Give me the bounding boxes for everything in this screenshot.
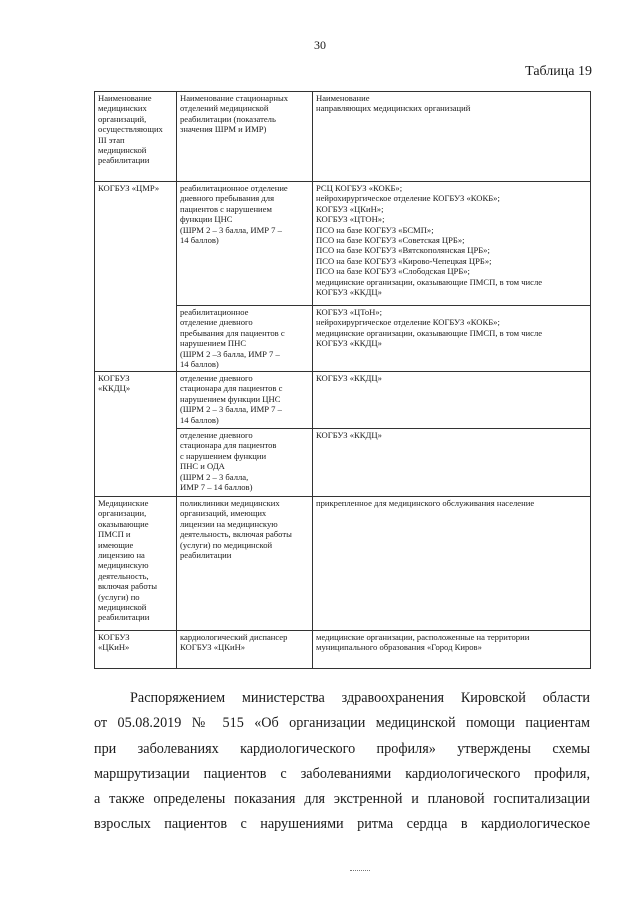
row-org-cell xyxy=(95,372,177,497)
cell-text-line: КОГБУЗ «ККДЦ» xyxy=(316,287,382,298)
cell-text-line: ПНС и ОДА xyxy=(180,461,225,472)
cell-text-line: КОГБУЗ «ЦМР» xyxy=(98,183,160,193)
paragraph-line: при заболеваниях кардиологического профиля» утверждены схемы xyxy=(94,740,590,757)
row-department-cell xyxy=(177,429,313,497)
cell-text-line: медицинскую xyxy=(98,560,149,571)
table-caption: Таблица 19 xyxy=(525,64,592,79)
cell-text-line: (ШРМ 2 –3 балла, ИМР 7 – xyxy=(180,348,280,359)
cell-text-line: дневного пребывания для xyxy=(180,193,275,204)
cell-text-line: имеющие xyxy=(98,539,134,550)
cell-text-line: медицинские организации, оказывающие ПМСП, в том числе xyxy=(316,327,543,338)
row-referring-cell xyxy=(313,497,591,631)
cell-text-line: ПСО на базе КОГБУЗ «Кирово-Чепецкая ЦРБ»; xyxy=(316,255,492,266)
table-row xyxy=(95,182,591,306)
cell-text-line: реабилитационное xyxy=(180,307,249,317)
row-department-cell xyxy=(177,182,313,306)
cell-text-line: медицинской xyxy=(98,602,147,613)
row-org-cell xyxy=(95,182,177,372)
cell-text-line: медицинские организации, оказывающие ПМСП, в том числе xyxy=(316,276,543,287)
cell-text-line: организации, xyxy=(98,508,147,519)
cell-text-line: поликлиники медицинских xyxy=(180,498,280,508)
cell-text-line: «ЦКиН» xyxy=(98,642,130,653)
cell-text-line: КОГБУЗ «ККДЦ» xyxy=(316,373,382,383)
cell-text-line: медицинские организации, расположенные на территории xyxy=(316,632,530,642)
cell-text-line: отделение дневного xyxy=(180,373,253,383)
table xyxy=(94,91,591,669)
cell-text-line: функции ЦНС xyxy=(180,214,233,225)
cell-text-line: стационара для пациентов с xyxy=(180,383,283,394)
cell-text-line: реабилитации xyxy=(98,155,150,166)
cell-text-line: ИМР 7 – 14 баллов) xyxy=(180,482,253,493)
row-referring-cell xyxy=(313,182,591,306)
cell-text-line: Наименование xyxy=(98,93,152,103)
cell-text-line: осуществляющих xyxy=(98,124,163,135)
row-org-cell xyxy=(95,631,177,669)
row-org-cell xyxy=(95,497,177,631)
cell-text-line: 14 баллов) xyxy=(180,414,219,425)
cell-text-line: муниципального образования «Город Киров» xyxy=(316,642,482,653)
cell-text-line: реабилитации xyxy=(180,550,232,561)
row-referring-cell xyxy=(313,306,591,372)
cell-text-line: Медицинские xyxy=(98,498,149,508)
header-cell-organizations xyxy=(95,92,177,182)
cell-text-line: (ШРМ 2 – 3 балла, xyxy=(180,471,249,482)
cell-text-line: медицинской xyxy=(98,145,147,156)
cell-text-line: Наименование стационарных xyxy=(180,93,289,103)
body-paragraph xyxy=(94,686,590,838)
paragraph-line: маршрутизации пациентов с заболеваниями кардиологического профиля, xyxy=(94,765,590,782)
cell-text-line: КОГБУЗ «ЦКиН» xyxy=(180,642,246,653)
cell-text-line: «ККДЦ» xyxy=(98,383,131,394)
cell-text-line: лицензии на медицинскую xyxy=(180,518,278,529)
cell-text-line: организаций, имеющих xyxy=(180,508,267,519)
cell-text-line: 14 баллов) xyxy=(180,359,219,370)
row-referring-cell xyxy=(313,429,591,497)
cell-text-line: ПСО на базе КОГБУЗ «Вятскополянская ЦРБ»; xyxy=(316,245,490,256)
cell-text-line: ПСО на базе КОГБУЗ «Слободская ЦРБ»; xyxy=(316,266,470,277)
header-cell-departments xyxy=(177,92,313,182)
paragraph-line: а также определены показания для экстренной и плановой госпитализации xyxy=(94,791,590,808)
table-row xyxy=(95,497,591,631)
cell-text-line: стационара для пациентов xyxy=(180,440,277,451)
cell-text-line: (ШРМ 2 – 3 балла, ИМР 7 – xyxy=(180,224,282,235)
cell-text-line: оказывающие xyxy=(98,518,149,529)
cell-text-line: (услуги) по xyxy=(98,591,140,602)
cell-text-line: с нарушением функции xyxy=(180,450,267,461)
row-department-cell xyxy=(177,497,313,631)
cell-text-line: деятельность, xyxy=(98,570,149,581)
cell-text-line: нарушением функции ЦНС xyxy=(180,393,281,404)
table-row xyxy=(95,631,591,669)
cell-text-line: КОГБУЗ xyxy=(98,632,130,642)
cell-text-line: III этап xyxy=(98,134,125,145)
cell-text-line: отделение дневного xyxy=(180,430,253,440)
cell-text-line: 14 баллов) xyxy=(180,235,219,246)
cell-text-line: реабилитационное отделение xyxy=(180,183,288,193)
cell-text-line: реабилитации (показатель xyxy=(180,113,276,124)
row-department-cell xyxy=(177,372,313,429)
cell-text-line: кардиологический диспансер xyxy=(180,632,288,642)
cell-text-line: нейрохирургическое отделение КОГБУЗ «КОКБ»; xyxy=(316,193,500,204)
row-referring-cell xyxy=(313,631,591,669)
cell-text-line: деятельность, включая работы xyxy=(180,529,292,540)
scan-smudge xyxy=(350,870,370,874)
paragraph-line: от 05.08.2019 № 515 «Об организации медицинской помощи пациентам xyxy=(94,715,590,732)
cell-text-line: КОГБУЗ «ККДЦ» xyxy=(316,430,382,440)
cell-text-line: ПСО на базе КОГБУЗ «БСМП»; xyxy=(316,224,434,235)
cell-text-line: КОГБУЗ «ЦКиН»; xyxy=(316,203,384,214)
cell-text-line: реабилитации xyxy=(98,612,150,623)
row-department-cell xyxy=(177,306,313,372)
cell-text-line: (ШРМ 2 – 3 балла, ИМР 7 – xyxy=(180,404,282,415)
row-department-cell xyxy=(177,631,313,669)
paragraph-line: Распоряжением министерства здравоохранения Кировской области xyxy=(130,690,590,706)
cell-text-line: (услуги) по медицинской xyxy=(180,539,273,550)
paragraph-line: взрослых пациентов с нарушениями ритма сердца в кардиологическое xyxy=(94,816,590,833)
routing-table xyxy=(94,91,590,669)
cell-text-line: организаций, xyxy=(98,113,147,124)
cell-text-line: прикрепленное для медицинского обслуживания население xyxy=(316,498,535,508)
cell-text-line: нарушением ПНС xyxy=(180,338,247,349)
row-referring-cell xyxy=(313,372,591,429)
cell-text-line: ПСО на базе КОГБУЗ «Советская ЦРБ»; xyxy=(316,235,465,246)
cell-text-line: Наименование xyxy=(316,93,370,103)
cell-text-line: КОГБУЗ «ККДЦ» xyxy=(316,338,382,349)
cell-text-line: ПМСП и xyxy=(98,529,131,540)
cell-text-line: КОГБУЗ «ЦТОН»; xyxy=(316,214,385,225)
cell-text-line: РСЦ КОГБУЗ «КОКБ»; xyxy=(316,183,403,193)
table-body xyxy=(95,92,591,669)
table-row xyxy=(95,372,591,429)
cell-text-line: включая работы xyxy=(98,581,158,592)
cell-text-line: нейрохирургическое отделение КОГБУЗ «КОКБ»; xyxy=(316,317,500,328)
cell-text-line: пребывания для пациентов с xyxy=(180,327,285,338)
cell-text-line: направляющих медицинских организаций xyxy=(316,103,471,114)
table-header-row xyxy=(95,92,591,182)
header-cell-referring xyxy=(313,92,591,182)
cell-text-line: КОГБУЗ «ЦТоН»; xyxy=(316,307,383,317)
cell-text-line: значения ШРМ и ИМР) xyxy=(180,124,267,135)
cell-text-line: лицензию на xyxy=(98,550,145,561)
cell-text-line: медицинских xyxy=(98,103,147,114)
page-number: 30 xyxy=(314,38,326,52)
cell-text-line: пациентов с нарушением xyxy=(180,203,272,214)
cell-text-line: отделение дневного xyxy=(180,317,253,328)
cell-text-line: отделений медицинской xyxy=(180,103,269,114)
cell-text-line: КОГБУЗ xyxy=(98,373,130,383)
